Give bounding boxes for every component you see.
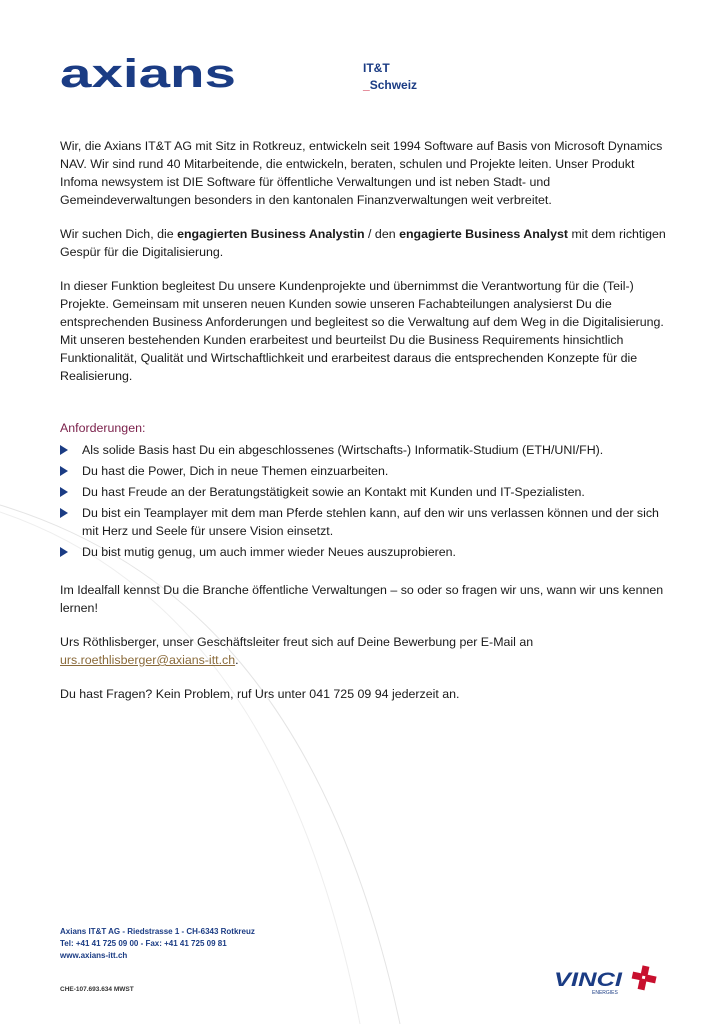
footer-web[interactable]: www.axians-itt.ch bbox=[60, 951, 128, 960]
bullet-icon bbox=[60, 487, 68, 497]
questions-paragraph: Du hast Fragen? Kein Problem, ruf Urs unter 041 725 09 94 jederzeit an. bbox=[60, 687, 460, 701]
svg-text:ENERGIES: ENERGIES bbox=[592, 990, 618, 996]
list-item: Du bist mutig genug, um auch immer wieder Neues auszuprobieren. bbox=[60, 543, 666, 561]
function-paragraph: In dieser Funktion begleitest Du unsere Kundenprojekte und übernimmst die Verantwortung für die (Teil-) Projekte. Gemeinsam mit unseren neuen Kunden sowie unseren Fachabteilungen analysierst Du die entsprechenden Business Anforderungen und begleitest so die Verwaltung auf dem Weg in die Digitalisierung. Mit unseren bestehenden Kunden erarbeitest und beurteilst Du die Business Requirements hinsichtlich Funktionalität, Qualität und Wirtschaftlichkeit und erarbeitest daraus die entsprechenden Konzepte für die Realisierung. bbox=[60, 279, 664, 383]
list-item: Du hast Freude an der Beratungstätigkeit sowie an Kontakt mit Kunden und IT-Spezialisten. bbox=[60, 483, 666, 501]
bullet-icon bbox=[60, 508, 68, 518]
vinci-energies-logo bbox=[554, 964, 664, 996]
intro-paragraph: Wir, die Axians IT&T AG mit Sitz in Rotkreuz, entwickeln seit 1994 Software auf Basis von Microsoft Dynamics NAV. Wir sind rund 40 Mitarbeitende, die entwickeln, beraten, schulen und Projekte leiten. Unser Produkt Infoma newsystem ist DIE Software für öffentliche Verwaltungen und ist neben Stadt- und Gemeindeverwaltungen besonders in den kantonalen Finanzverwaltungen weit verbreitet. bbox=[60, 139, 663, 207]
svg-text:axians: axians bbox=[60, 54, 236, 96]
division-line2: _Schweiz bbox=[363, 78, 418, 92]
axians-logo bbox=[60, 54, 238, 96]
ideal-paragraph: Im Idealfall kennst Du die Branche öffentliche Verwaltungen – so oder so fragen wir uns, wann wir uns kennen lernen! bbox=[60, 583, 664, 615]
bullet-icon bbox=[60, 445, 68, 455]
division-label bbox=[363, 60, 417, 94]
contact-paragraph: Urs Röthlisberger, unser Geschäftsleiter freut sich auf Deine Bewerbung per E-Mail an urs.roethlisberger@axians-itt.ch. bbox=[60, 635, 534, 667]
search-paragraph: Wir suchen Dich, die engagierten Business Analystin / den engagierte Business Analyst mit dem richtigen Gespür für die Digitalisierung. bbox=[60, 227, 666, 259]
list-item: Als solide Basis hast Du ein abgeschlossenes (Wirtschafts-) Informatik-Studium (ETH/UNI/FH). bbox=[60, 441, 666, 459]
requirements-title: Anforderungen: bbox=[60, 421, 146, 435]
footer bbox=[60, 926, 255, 996]
requirements-list bbox=[60, 441, 666, 561]
vinci-cross-icon bbox=[630, 964, 658, 992]
bullet-icon bbox=[60, 547, 68, 557]
division-line1: IT&T bbox=[363, 61, 390, 75]
list-item: Du hast die Power, Dich in neue Themen einzuarbeiten. bbox=[60, 462, 666, 480]
footer-address: Axians IT&T AG - Riedstrasse 1 - CH-6343 Rotkreuz bbox=[60, 927, 255, 936]
svg-text:VINCI: VINCI bbox=[554, 970, 623, 991]
email-link[interactable]: urs.roethlisberger@axians-itt.ch bbox=[60, 653, 236, 667]
list-item: Du bist ein Teamplayer mit dem man Pferde stehlen kann, auf den wir uns verlassen können und der sich mit Herz und Seele für unsere Vision einsetzt. bbox=[60, 504, 666, 540]
bullet-icon bbox=[60, 466, 68, 476]
footer-phone: Tel: +41 41 725 09 00 - Fax: +41 41 725 09 81 bbox=[60, 939, 227, 948]
job-description bbox=[60, 137, 666, 719]
footer-registration: CHE-107.693.634 MWST bbox=[60, 986, 134, 993]
